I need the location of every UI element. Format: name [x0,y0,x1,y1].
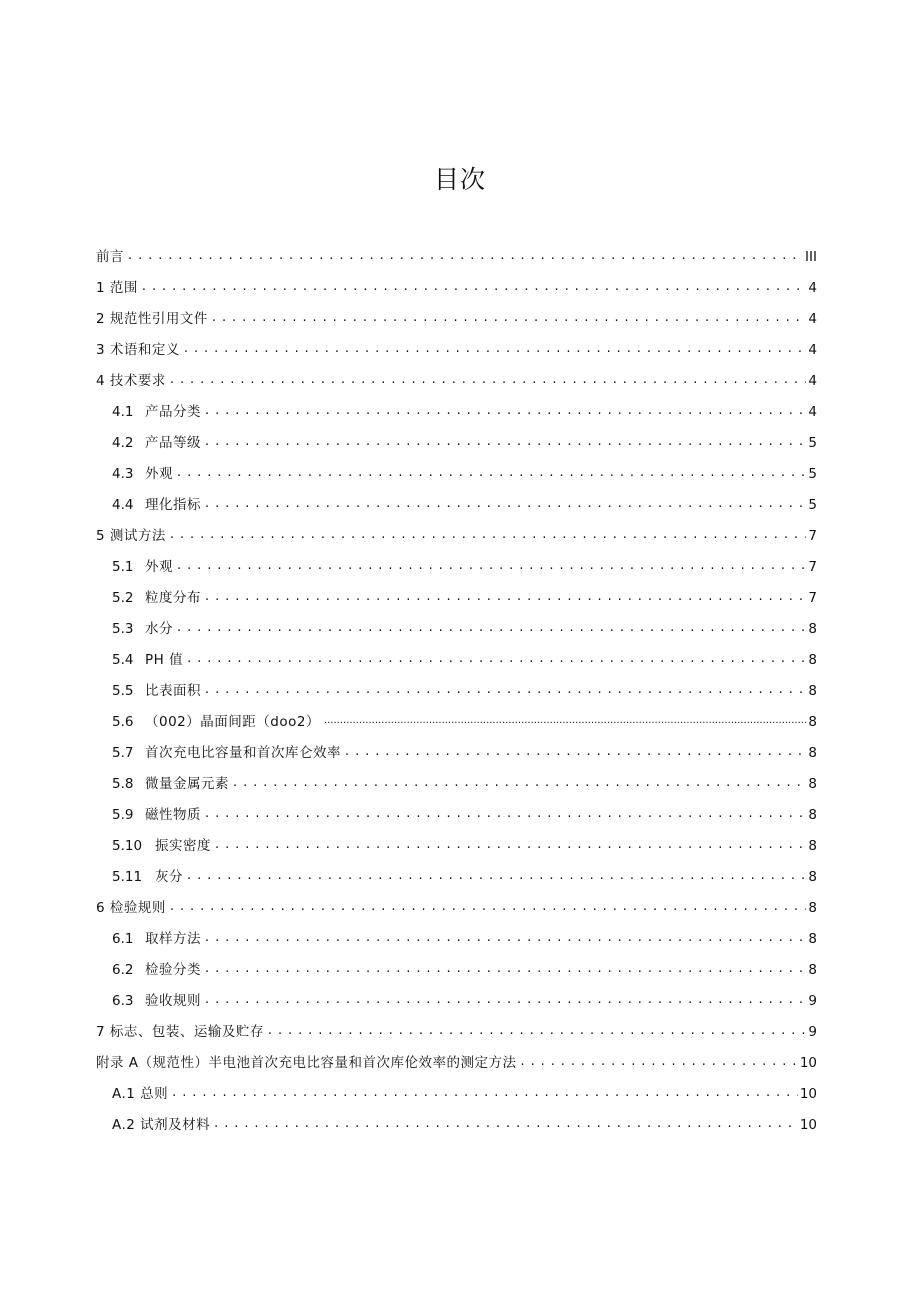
dot-leader [231,776,806,792]
toc-entry-label: 6 检验规则 [96,900,166,916]
toc-entry-label: 3 术语和定义 [96,342,180,358]
toc-entry-page: 8 [808,714,817,730]
dot-leader [203,993,806,1009]
toc-entry-label: 产品等级 [145,435,201,451]
toc-entry-page: 8 [808,900,817,916]
toc-entry-5-7[interactable] [96,732,817,763]
toc-entry-number: 5.5 [112,683,134,699]
toc-entry-label: 产品分类 [145,404,201,420]
toc-entry-page: 7 [808,559,817,575]
toc-entry-label: 7 标志、包装、运输及贮存 [96,1024,264,1040]
dot-leader [185,869,806,885]
toc-entry-scope[interactable] [96,267,817,298]
toc-entry-5-9[interactable] [96,794,817,825]
dot-leader [203,683,806,699]
toc-entry-page: 9 [808,1024,817,1040]
toc-entry-4-1[interactable] [96,391,817,422]
dot-leader [519,1055,798,1071]
toc-entry-foreword[interactable] [96,236,817,267]
toc-entry-label: 4 技术要求 [96,373,166,389]
dot-leader [175,466,806,482]
toc-entry-label: 灰分 [155,869,183,885]
toc-entry-label: 磁性物质 [145,807,201,823]
toc-entry-technical-requirements[interactable] [96,360,817,391]
toc-entry-6-2[interactable] [96,949,817,980]
dot-leader [213,838,806,854]
toc-entry-test-methods[interactable] [96,515,817,546]
toc-entry-page: 8 [808,931,817,947]
toc-entry-6-3[interactable] [96,980,817,1011]
toc-entry-number: 5.9 [112,807,134,823]
toc-entry-page: 4 [808,342,817,358]
toc-entry-5-11[interactable] [96,856,817,887]
toc-entry-5-6[interactable] [96,701,817,732]
toc-entry-label: 比表面积 [145,683,201,699]
toc-entry-page: 10 [799,1117,817,1133]
toc-entry-number: 5.10 [112,838,143,854]
toc-entry-label: 首次充电比容量和首次库仑效率 [145,745,341,761]
dot-leader [126,249,803,265]
dot-leader [168,528,807,544]
dot-leader [203,931,806,947]
toc-entry-label: PH 值 [145,652,184,668]
toc-entry-label: 取样方法 [145,931,201,947]
toc-entry-label: （002）晶面间距（doo2） [145,714,320,730]
dot-leader [210,311,807,327]
toc-entry-a-2[interactable] [96,1104,817,1135]
toc-entry-label: 外观 [145,466,173,482]
toc-entry-terms-definitions[interactable] [96,329,817,360]
toc-entry-label: A.2 试剂及材料 [112,1117,211,1133]
toc-entry-number: 5.7 [112,745,134,761]
toc-entry-number: 5.3 [112,621,134,637]
toc-entry-page: 8 [808,652,817,668]
toc-entry-number: 5.4 [112,652,134,668]
dot-leader [203,435,806,451]
toc-entry-page: 8 [808,962,817,978]
dot-leader [168,900,807,916]
toc-entry-page: 4 [808,311,817,327]
dot-leader [170,1086,798,1102]
dot-leader [175,621,806,637]
toc-entry-number: 5.1 [112,559,134,575]
toc-entry-4-4[interactable] [96,484,817,515]
toc-entry-4-2[interactable] [96,422,817,453]
toc-entry-5-5[interactable] [96,670,817,701]
dot-leader [203,497,806,513]
toc-entry-inspection-rules[interactable] [96,887,817,918]
toc-entry-page: 8 [808,838,817,854]
dot-leader [203,807,806,823]
dot-leader [168,373,807,389]
toc-entry-label: A.1 总则 [112,1086,169,1102]
toc-entry-number: 4.3 [112,466,134,482]
toc-entry-page: 8 [808,807,817,823]
toc-entry-number: 6.1 [112,931,134,947]
toc-entry-number: 5.8 [112,776,134,792]
toc-entry-annex-a[interactable] [96,1042,817,1073]
toc-title: 目次 [433,165,486,194]
toc-entry-label: 5 测试方法 [96,528,166,544]
toc-entry-page: 5 [808,497,817,513]
toc-entry-page: 10 [799,1055,817,1071]
toc-entry-page: 5 [808,435,817,451]
dot-leader [266,1024,807,1040]
dot-leader [212,1117,798,1133]
toc-entry-normative-references[interactable] [96,298,817,329]
toc-entry-5-4[interactable] [96,639,817,670]
toc-entry-number: 5.6 [112,714,134,730]
toc-entry-page: 10 [799,1086,817,1102]
toc-entry-page: 8 [808,776,817,792]
dot-leader [343,745,806,761]
toc-entry-label: 微量金属元素 [145,776,229,792]
toc-entry-page: 4 [808,373,817,389]
toc-entry-label: 验收规则 [145,993,201,1009]
toc-entry-number: 5.11 [112,869,143,885]
toc-entry-number: 4.2 [112,435,134,451]
toc-entry-number: 6.3 [112,993,134,1009]
toc-entry-label: 水分 [145,621,173,637]
toc-entry-number: 5.2 [112,590,134,606]
toc-entry-page: 8 [808,869,817,885]
table-of-contents [96,236,817,1135]
toc-entry-5-8[interactable] [96,763,817,794]
dot-leader [185,652,806,668]
toc-entry-number: 6.2 [112,962,134,978]
toc-entry-label: 外观 [145,559,173,575]
toc-entry-5-3[interactable] [96,608,817,639]
toc-entry-number: 4.1 [112,404,134,420]
toc-entry-page: 8 [808,745,817,761]
dot-leader [203,404,806,420]
toc-entry-label: 前言 [96,249,124,265]
toc-entry-page: 8 [808,683,817,699]
dot-leader [203,590,806,606]
toc-entry-label: 附录 A（规范性）半电池首次充电比容量和首次库伦效率的测定方法 [96,1055,517,1071]
toc-entry-label: 1 范围 [96,280,138,296]
toc-entry-page: 7 [808,528,817,544]
dot-leader [140,280,807,296]
toc-entry-5-10[interactable] [96,825,817,856]
toc-entry-page: 5 [808,466,817,482]
toc-entry-page: 9 [808,993,817,1009]
toc-entry-a-1[interactable] [96,1073,817,1104]
toc-entry-label: 检验分类 [145,962,201,978]
dot-leader [322,714,806,730]
toc-entry-5-2[interactable] [96,577,817,608]
toc-entry-page: 4 [808,404,817,420]
dot-leader [203,962,806,978]
toc-entry-page: III [805,249,817,265]
toc-entry-page: 8 [808,621,817,637]
dot-leader [182,342,807,358]
dot-leader [175,559,806,575]
toc-entry-number: 4.4 [112,497,134,513]
toc-entry-marking-packaging[interactable] [96,1011,817,1042]
toc-entry-4-3[interactable] [96,453,817,484]
toc-entry-label: 振实密度 [155,838,211,854]
toc-entry-label: 粒度分布 [145,590,201,606]
toc-entry-label: 2 规范性引用文件 [96,311,208,327]
toc-entry-6-1[interactable] [96,918,817,949]
toc-entry-label: 理化指标 [145,497,201,513]
toc-entry-5-1[interactable] [96,546,817,577]
toc-entry-page: 4 [808,280,817,296]
toc-entry-page: 7 [808,590,817,606]
